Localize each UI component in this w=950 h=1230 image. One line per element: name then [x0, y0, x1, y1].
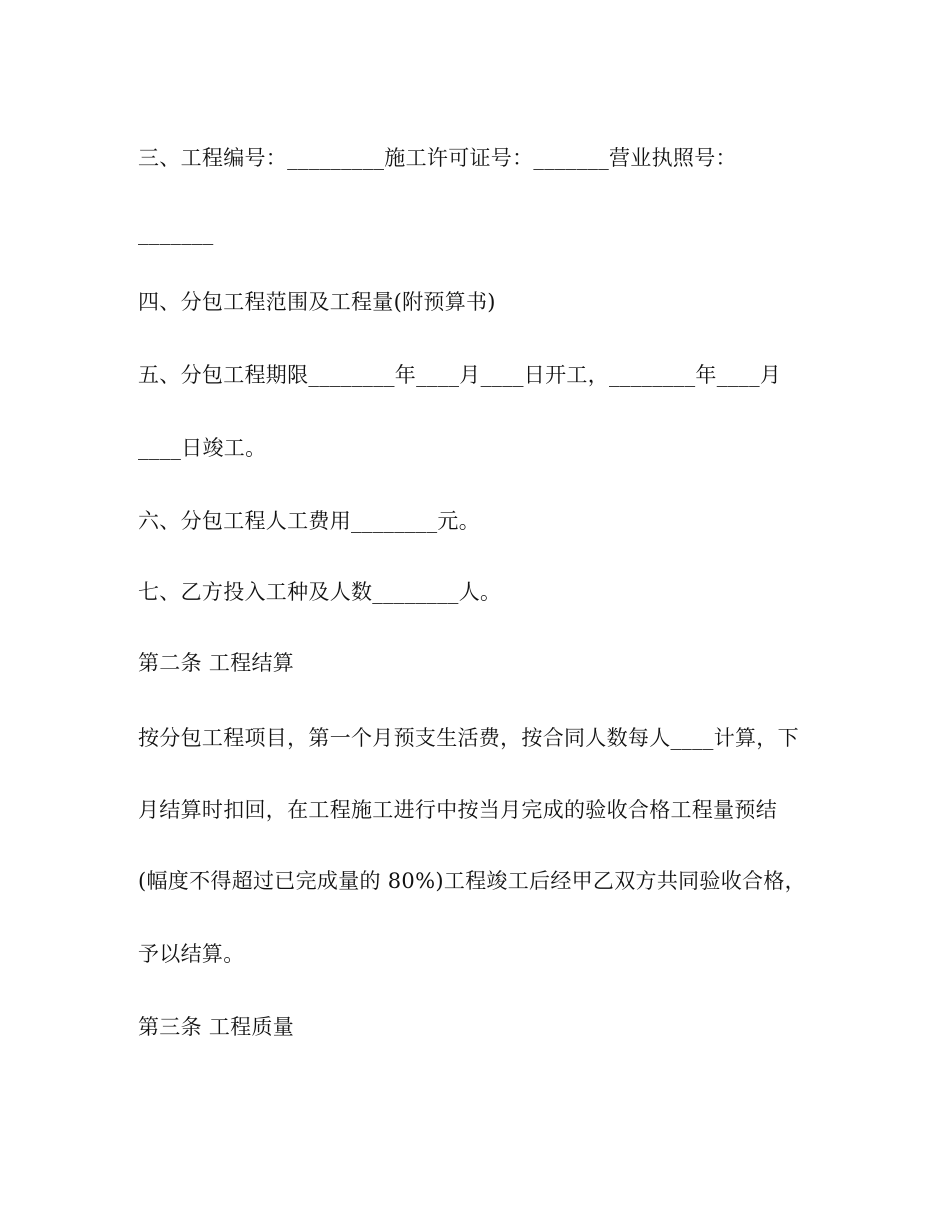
- article-2-heading: 第二条 工程结算: [138, 651, 295, 675]
- article-2-paragraph-line-2: 月结算时扣回，在工程施工进行中按当月完成的验收合格工程量预结: [138, 798, 777, 822]
- article-3-heading: 第三条 工程质量: [138, 1015, 295, 1039]
- clause-3-license-blank: _______: [138, 221, 214, 245]
- clause-4-scope: 四、分包工程范围及工程量(附预算书): [138, 290, 496, 314]
- article-2-paragraph-line-1: 按分包工程项目，第一个月预支生活费，按合同人数每人____计算，下: [138, 726, 799, 750]
- article-2-paragraph-line-3: (幅度不得超过已完成量的 80%)工程竣工后经甲乙双方共同验收合格，: [138, 869, 806, 893]
- clause-5-completion: ____日竣工。: [138, 436, 267, 460]
- article-2-paragraph-line-4: 予以结算。: [138, 942, 245, 966]
- clause-6-labor-cost: 六、分包工程人工费用________元。: [138, 509, 480, 533]
- clause-3-project-numbers: 三、工程编号：_________施工许可证号：_______营业执照号：: [138, 146, 737, 170]
- clause-5-period: 五、分包工程期限________年____月____日开工，________年____月: [138, 363, 782, 387]
- clause-7-workers: 七、乙方投入工种及人数________人。: [138, 580, 502, 604]
